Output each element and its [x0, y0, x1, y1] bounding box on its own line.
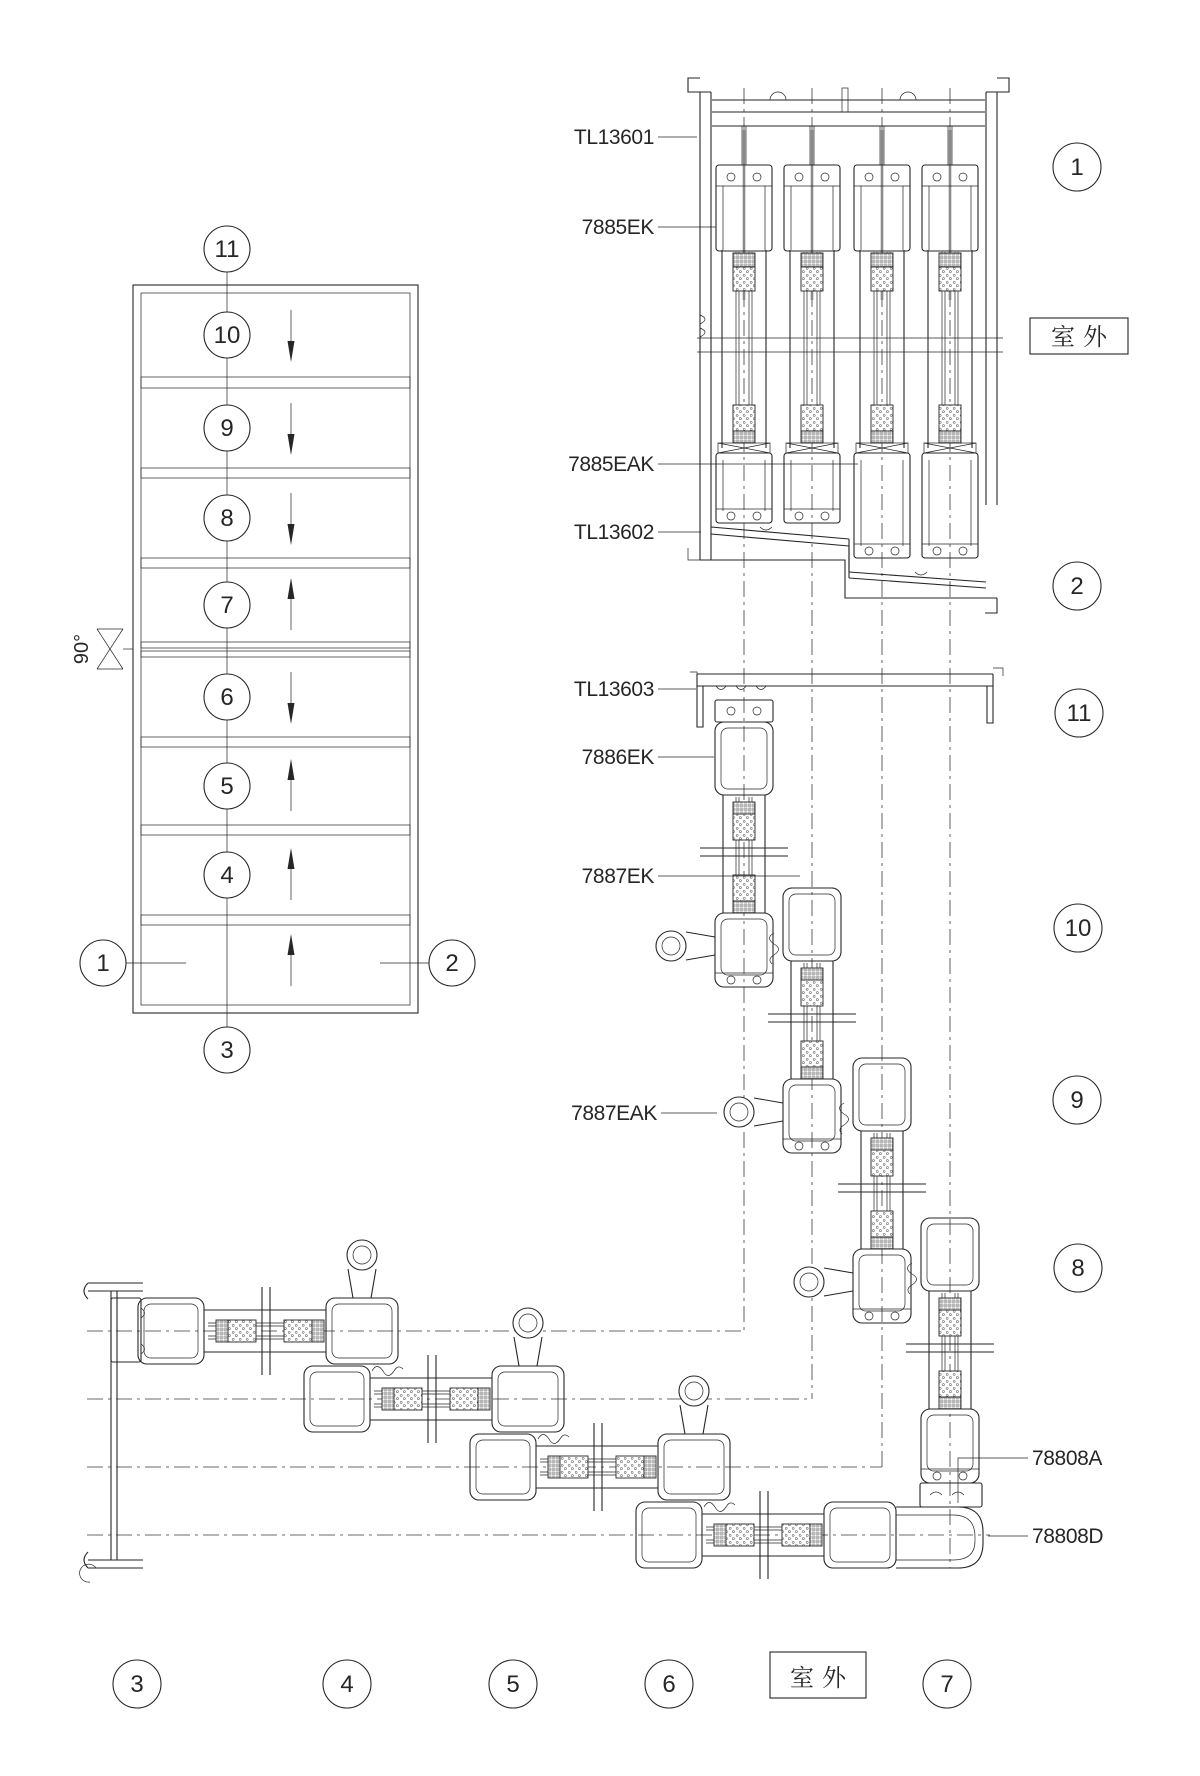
drawing-line: [703, 1405, 708, 1434]
flow-arrow: [288, 310, 295, 362]
channel-hook-icon: [959, 173, 967, 181]
centerlines: [87, 88, 990, 1568]
channel-hook-icon: [727, 173, 735, 181]
channel-hook-icon: [795, 173, 803, 181]
elevation-panel: [204, 310, 295, 362]
drawing-line: [824, 1268, 853, 1273]
middle-section-cascade: [656, 668, 1003, 1568]
panel-circle: [204, 312, 250, 358]
drawing-path: [930, 1492, 964, 1495]
frame-left-jamb: [688, 78, 711, 560]
drawing-line: [754, 1121, 783, 1126]
glazing-block: [801, 980, 823, 1006]
flow-arrow: [288, 759, 295, 811]
channel-hook-icon: [821, 512, 829, 520]
glazing-block: [733, 814, 755, 840]
marker-number: 4: [220, 862, 234, 889]
drawing-rect: [141, 558, 410, 568]
top-section-detail: [688, 78, 1009, 613]
glazing-block: [801, 1041, 823, 1067]
transom: [141, 915, 410, 925]
marker-number: 6: [662, 1671, 676, 1698]
callout: [574, 126, 697, 149]
callout: [958, 1447, 1102, 1503]
frame-right-jamb: [986, 78, 1009, 505]
elevation-panel: [204, 403, 295, 455]
panel-circle-footer: [204, 1027, 250, 1073]
outdoor-box-bottom: [770, 1652, 866, 1698]
drawing-line: [824, 1291, 853, 1296]
outdoor-box-top: [1030, 318, 1128, 354]
leader-line: [958, 1458, 1028, 1503]
marker-number: 5: [220, 773, 234, 800]
channel-hook-icon: [933, 547, 941, 555]
glazing-gasket: [733, 901, 755, 913]
panel-circle: [204, 405, 250, 451]
channel-hook-icon: [865, 1312, 873, 1320]
flow-arrow: [288, 848, 295, 900]
flow-arrow: [288, 493, 295, 545]
marker-number: 11: [1066, 700, 1092, 727]
drawing-rect: [141, 642, 410, 648]
callout-label: 7887EAK: [571, 1102, 657, 1125]
callout-label: 78808A: [1032, 1447, 1103, 1470]
marker-number: 7: [940, 1671, 954, 1698]
channel-hook-icon: [753, 707, 761, 715]
sash-step-7887eak: [794, 1058, 926, 1323]
callout-label: 78808D: [1032, 1525, 1104, 1548]
glazing-gasket: [939, 431, 961, 443]
s-clip-icon: [770, 933, 779, 964]
glazing-gasket: [801, 1067, 823, 1079]
drawing-line: [754, 1098, 783, 1103]
glazing-block: [450, 1388, 478, 1410]
section-break-lines: [697, 338, 1003, 352]
glazing-gasket: [939, 1298, 961, 1310]
interlock-handle: [679, 1376, 709, 1434]
glazing-gasket: [871, 1237, 893, 1249]
arrow-head-icon: [288, 848, 295, 869]
drawing-line: [849, 572, 986, 582]
drawing-polyline: [986, 78, 1009, 92]
drawing-path: [900, 92, 916, 100]
elevation-panel: [288, 934, 295, 986]
channel-hook-icon: [727, 976, 735, 984]
drawing-path: [770, 92, 786, 100]
panel-circle: [204, 852, 250, 898]
glazing-gasket: [871, 431, 893, 443]
elevation-panel: [204, 848, 295, 900]
glazing-block: [560, 1456, 588, 1478]
corner-profile-78808d: [896, 1507, 983, 1568]
drawing-rect: [141, 377, 410, 388]
section-marker: [645, 1660, 693, 1708]
callout: [988, 1525, 1103, 1548]
drawing-path: [896, 1507, 983, 1568]
callout-label: 7886EK: [581, 746, 654, 769]
arrow-head-icon: [288, 434, 295, 455]
drawing-rect: [141, 737, 410, 747]
marker-number: 2: [445, 950, 459, 977]
marker-number: 1: [96, 950, 110, 977]
sill-profile-tl13602: [688, 527, 997, 613]
glazing-gasket: [733, 431, 755, 443]
arrow-head-icon: [288, 759, 295, 780]
panel-circle-header: [204, 226, 250, 272]
channel-hook-icon: [865, 173, 873, 181]
channel-hook-icon: [933, 173, 941, 181]
glazing-block: [871, 267, 893, 291]
drawing-polyline: [697, 674, 703, 727]
drawing-rect: [141, 915, 410, 925]
elevation-panel: [204, 759, 295, 811]
arrow-head-icon: [288, 524, 295, 545]
callout: [571, 1102, 717, 1125]
transom: [141, 737, 410, 747]
glazing-block: [871, 405, 893, 431]
marker-number: 3: [220, 1037, 234, 1064]
arrow-head-icon: [288, 703, 295, 724]
elevation-panel: [204, 493, 295, 545]
sash-row-section: [470, 1376, 730, 1511]
callout: [582, 746, 714, 769]
drawing-polyline: [688, 548, 700, 560]
handle-bulb: [724, 1097, 754, 1127]
glazing-block: [284, 1320, 312, 1342]
glazing-gasket: [382, 1388, 394, 1410]
s-clip-icon: [538, 1435, 569, 1444]
callout: [582, 865, 800, 888]
callout-label: TL13602: [573, 521, 654, 544]
glazing-gasket: [871, 253, 893, 267]
panel-circle: [204, 674, 250, 720]
drawing-rect: [141, 825, 410, 835]
sash-row-section: [304, 1308, 564, 1443]
callout: [574, 521, 701, 544]
flow-arrow: [288, 672, 295, 724]
callout-label: 7887EK: [581, 865, 654, 888]
marker-number: 5: [506, 1671, 520, 1698]
drawing-polyline: [993, 668, 1003, 676]
drawing-line: [514, 1337, 519, 1366]
channel-hook-icon: [727, 707, 735, 715]
elevation-view: [71, 226, 475, 1073]
glazing-gasket: [548, 1456, 560, 1478]
interlock-handle: [347, 1240, 377, 1298]
drawing-path: [84, 1552, 88, 1568]
drawing-path: [760, 527, 927, 575]
callout: [574, 678, 696, 701]
glazing-block: [726, 1524, 754, 1546]
channel-hook-icon: [753, 512, 761, 520]
marker-number: 11: [214, 236, 240, 263]
glazing-block: [939, 405, 961, 431]
section-marker: [1054, 904, 1102, 952]
transom: [141, 558, 410, 568]
elevation-panel: [204, 578, 295, 630]
marker-number: 4: [340, 1671, 354, 1698]
handle-bulb: [513, 1308, 543, 1338]
drawing-polyline: [987, 674, 993, 723]
marker-number: 10: [213, 322, 241, 349]
glazing-block: [733, 405, 755, 431]
channel-hook-icon: [891, 1312, 899, 1320]
section-marker: [923, 1660, 971, 1708]
marker-number: 3: [130, 1671, 144, 1698]
drawing-line: [348, 1269, 353, 1298]
section-marker: [113, 1660, 161, 1708]
left-jamb-profile: [80, 1283, 145, 1582]
marker-number: 2: [1070, 573, 1084, 600]
transom: [141, 468, 410, 478]
drawing-path: [700, 315, 705, 337]
drawing-line: [537, 1337, 542, 1366]
section-marker: [489, 1660, 537, 1708]
glazing-block: [801, 267, 823, 291]
outdoor-label: 室外: [1051, 324, 1115, 351]
glazing-gasket: [733, 802, 755, 814]
callout-label: TL13601: [573, 126, 654, 149]
marker-number: 10: [1064, 915, 1092, 942]
drawing-rect: [141, 468, 410, 478]
glazing-block: [871, 1211, 893, 1237]
glazing-block: [616, 1456, 644, 1478]
glazing-block: [939, 267, 961, 291]
flow-arrow: [288, 578, 295, 630]
sash-row-section: [138, 1240, 398, 1375]
channel-hook-icon: [795, 512, 803, 520]
interlock-handle: [656, 931, 715, 961]
glazing-gasket: [478, 1388, 490, 1410]
section-marker: [1053, 1076, 1101, 1124]
marker-number: 6: [220, 684, 234, 711]
transom: [141, 377, 410, 388]
glazing-block: [871, 1150, 893, 1176]
drawing-line: [711, 534, 849, 546]
drawing-rect: [920, 1483, 982, 1507]
transom: [141, 825, 410, 835]
glazing-block: [939, 1371, 961, 1397]
window-inner-frame: [141, 293, 410, 1005]
callout-label: 7885EK: [581, 216, 654, 239]
callouts: [568, 126, 1103, 1548]
glazing-block: [733, 267, 755, 291]
channel-hook-icon: [891, 547, 899, 555]
callout: [568, 453, 858, 476]
panel-circle: [204, 582, 250, 628]
callout: [582, 216, 716, 239]
glazing-gasket: [810, 1524, 822, 1546]
channel-hook-icon: [891, 173, 899, 181]
marker-number: 1: [1070, 154, 1084, 181]
panel-circle: [204, 495, 250, 541]
drawing-rect: [141, 651, 410, 657]
elevation-panel: [204, 672, 295, 724]
panel-circle-left: [80, 940, 126, 986]
glazing-gasket: [801, 253, 823, 267]
callout-label: TL13603: [573, 678, 654, 701]
channel-hook-icon: [753, 976, 761, 984]
window-outer-frame: [133, 285, 418, 1013]
drawing-polyline: [688, 78, 711, 92]
arrow-head-icon: [288, 341, 295, 362]
marker-number: 8: [220, 505, 234, 532]
bottom-section-cascade: [80, 1240, 896, 1582]
marker-number: 8: [1071, 1255, 1085, 1282]
corner-profile-78808a: [920, 1483, 982, 1507]
section-marker: [1055, 689, 1103, 737]
glazing-block: [782, 1524, 810, 1546]
handle-bulb: [656, 931, 686, 961]
glazing-gasket: [801, 431, 823, 443]
glazing-gasket: [312, 1320, 324, 1342]
panel-circle-right: [429, 940, 475, 986]
drawing-line: [849, 578, 986, 588]
channel-hook-icon: [727, 512, 735, 520]
channel-hook-icon: [865, 547, 873, 555]
angle-annotation: [71, 629, 133, 669]
top-rail-tl13603: [690, 668, 1003, 727]
drawing-path: [84, 1283, 88, 1299]
s-clip-icon: [704, 1503, 735, 1512]
drawing-line: [371, 1269, 376, 1298]
channel-hook-icon: [795, 1142, 803, 1150]
channel-hook-icon: [753, 173, 761, 181]
handle-bulb: [679, 1376, 709, 1406]
arrow-head-icon: [288, 934, 295, 955]
glazing-gasket: [216, 1320, 228, 1342]
glazing-gasket: [733, 253, 755, 267]
drawing-line: [686, 932, 715, 937]
drawing-line: [680, 1405, 685, 1434]
interlock-handle: [513, 1308, 543, 1366]
section-marker: [323, 1660, 371, 1708]
callout-label: 7885EAK: [568, 453, 654, 476]
handle-bulb: [794, 1267, 824, 1297]
channel-hook-icon: [933, 1472, 941, 1480]
drawing-primitive: [71, 78, 1128, 1708]
glazing-block: [394, 1388, 422, 1410]
glazing-gasket: [644, 1456, 656, 1478]
drawing-path: [896, 1515, 975, 1560]
sash-step-7886ek: [656, 700, 788, 987]
arrow-head-icon: [288, 578, 295, 599]
section-marker: [1053, 143, 1101, 191]
glazing-gasket: [714, 1524, 726, 1546]
channel-hook-icon: [959, 1472, 967, 1480]
head-profile-tl13601: [712, 88, 985, 126]
drawing-polyline: [690, 672, 697, 674]
s-clip-icon: [908, 1263, 917, 1294]
angle-label: 90°: [71, 633, 93, 665]
flow-arrow: [288, 934, 295, 986]
glazing-block: [228, 1320, 256, 1342]
glazing-block: [733, 875, 755, 901]
marker-number: 7: [220, 592, 234, 619]
drawing-polyline: [985, 598, 997, 613]
glazing-block: [801, 405, 823, 431]
drawing-line: [686, 955, 715, 960]
channel-hook-icon: [821, 1142, 829, 1150]
glazing-gasket: [939, 253, 961, 267]
glazing-gasket: [801, 968, 823, 980]
channel-hook-icon: [959, 547, 967, 555]
marker-number: 9: [1070, 1087, 1084, 1114]
transom: [141, 642, 410, 657]
glazing-gasket: [939, 1397, 961, 1409]
flow-arrow: [288, 403, 295, 455]
glazing-gasket: [871, 1138, 893, 1150]
section-marker: [1054, 1244, 1102, 1292]
section-marker: [1053, 562, 1101, 610]
panel-circle: [204, 763, 250, 809]
drawing-line: [711, 527, 849, 539]
outdoor-label: 室外: [790, 1665, 854, 1692]
interlock-handle: [794, 1267, 853, 1297]
channel-hook-icon: [821, 173, 829, 181]
interlock-handle: [724, 1097, 783, 1127]
s-clip-icon: [372, 1367, 403, 1376]
drawing-path: [80, 1564, 96, 1582]
glazing-block: [939, 1310, 961, 1336]
handle-bulb: [347, 1240, 377, 1270]
drawing-rect: [111, 1298, 141, 1362]
marker-number: 9: [220, 415, 234, 442]
